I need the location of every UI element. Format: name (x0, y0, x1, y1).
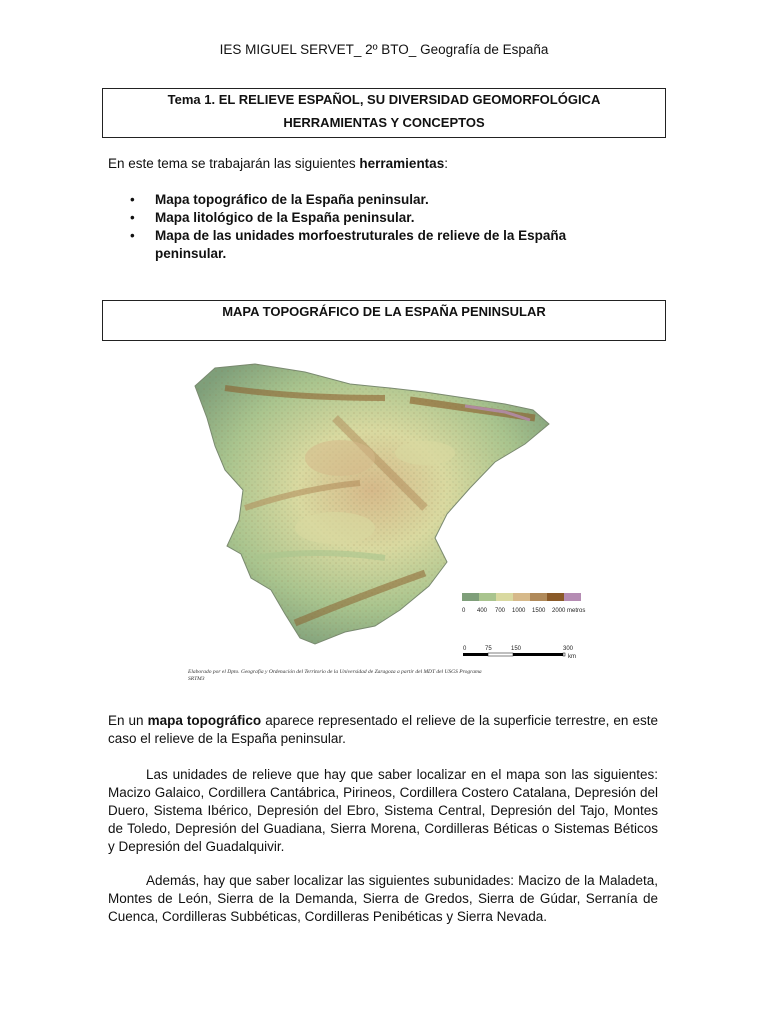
page-header: IES MIGUEL SERVET_ 2º BTO_ Geografía de España (219, 42, 549, 57)
para1-after: aparece representado el relieve de la superficie terrestre, en este caso el relieve de la España peninsular. (108, 713, 658, 746)
section-title: MAPA TOPOGRÁFICO DE LA ESPAÑA PENINSULAR (222, 304, 546, 319)
intro-before: En este tema se trabajarán las siguientes (108, 156, 360, 171)
legend-label: 1000 (512, 608, 526, 614)
topic-title-box (102, 88, 666, 138)
scale-bar (463, 646, 576, 660)
list-item (108, 227, 628, 263)
tool-label: Mapa litológico de la España peninsular. (155, 210, 415, 225)
bullet-icon: • (130, 210, 135, 225)
topic-title: Tema 1. EL RELIEVE ESPAÑOL, SU DIVERSIDAD GEOMORFOLÓGICA (167, 92, 601, 107)
legend-label: 700 (495, 608, 506, 614)
legend-label: 0 (462, 608, 466, 614)
topographic-map (185, 358, 605, 683)
topic-subtitle: HERRAMIENTAS Y CONCEPTOS (283, 115, 485, 130)
legend-label: 400 (477, 608, 488, 614)
scale-label: 300 (563, 646, 574, 652)
scale-label: 75 (485, 646, 492, 652)
elevation-legend (462, 593, 585, 614)
intro-text (108, 155, 448, 173)
intro-after: : (444, 156, 448, 171)
bullet-icon: • (130, 192, 135, 207)
list-item (108, 191, 628, 209)
paragraph-subunits: Además, hay que saber localizar las siguientes subunidades: Macizo de la Maladeta, Montes de León, Sierra de la Demanda, Sierra de Gredos, Sierra de Gúdar, Serranía de Cuenca, Cordilleras Subbéticas, Cordilleras Penibéticas y Sierra Nevada. (108, 873, 658, 924)
legend-label: 1500 (532, 608, 546, 614)
list-item (108, 209, 628, 227)
section-title-box (102, 300, 666, 341)
legend-label: 2000 metros (552, 608, 586, 614)
map-figure (185, 358, 605, 683)
bullet-icon: • (130, 228, 135, 243)
para1-before: En un (108, 713, 148, 728)
tool-label: Mapa topográfico de la España peninsular. (155, 192, 429, 207)
scale-label: 150 (511, 646, 522, 652)
tool-label: Mapa de las unidades morfoestruturales de relieve de la España peninsular. (155, 228, 567, 261)
scale-label: 0 (463, 646, 467, 652)
para1-bold: mapa topográfico (147, 713, 262, 728)
paragraph-topographic-map (108, 712, 658, 748)
paragraph-relief-units: Las unidades de relieve que hay que saber localizar en el mapa son las siguientes: Macizo Galaico, Cordillera Cantábrica, Pirineos, Cordillera Costero Catalana, Depresión del Duero, Sistema Ibérico, Depresión del Ebro, Sistema Central, Depresión del Tajo, Montes de Toledo, Depresión del Guadiana, Sierra Morena, Cordilleras Béticas o Sistemas Béticos y Depresión del Guadalquivir. (108, 767, 658, 854)
intro-bold: herramientas (359, 156, 445, 171)
map-credit-source: SRTM3 (188, 676, 205, 682)
map-credit: Elaborado por el Dpto. Geografía y Ordenación del Territorio de la Universidad de Zaragoza a partir del MDT del USGS Programa (188, 669, 482, 675)
scale-unit: km (568, 654, 576, 660)
tools-list (108, 191, 628, 263)
